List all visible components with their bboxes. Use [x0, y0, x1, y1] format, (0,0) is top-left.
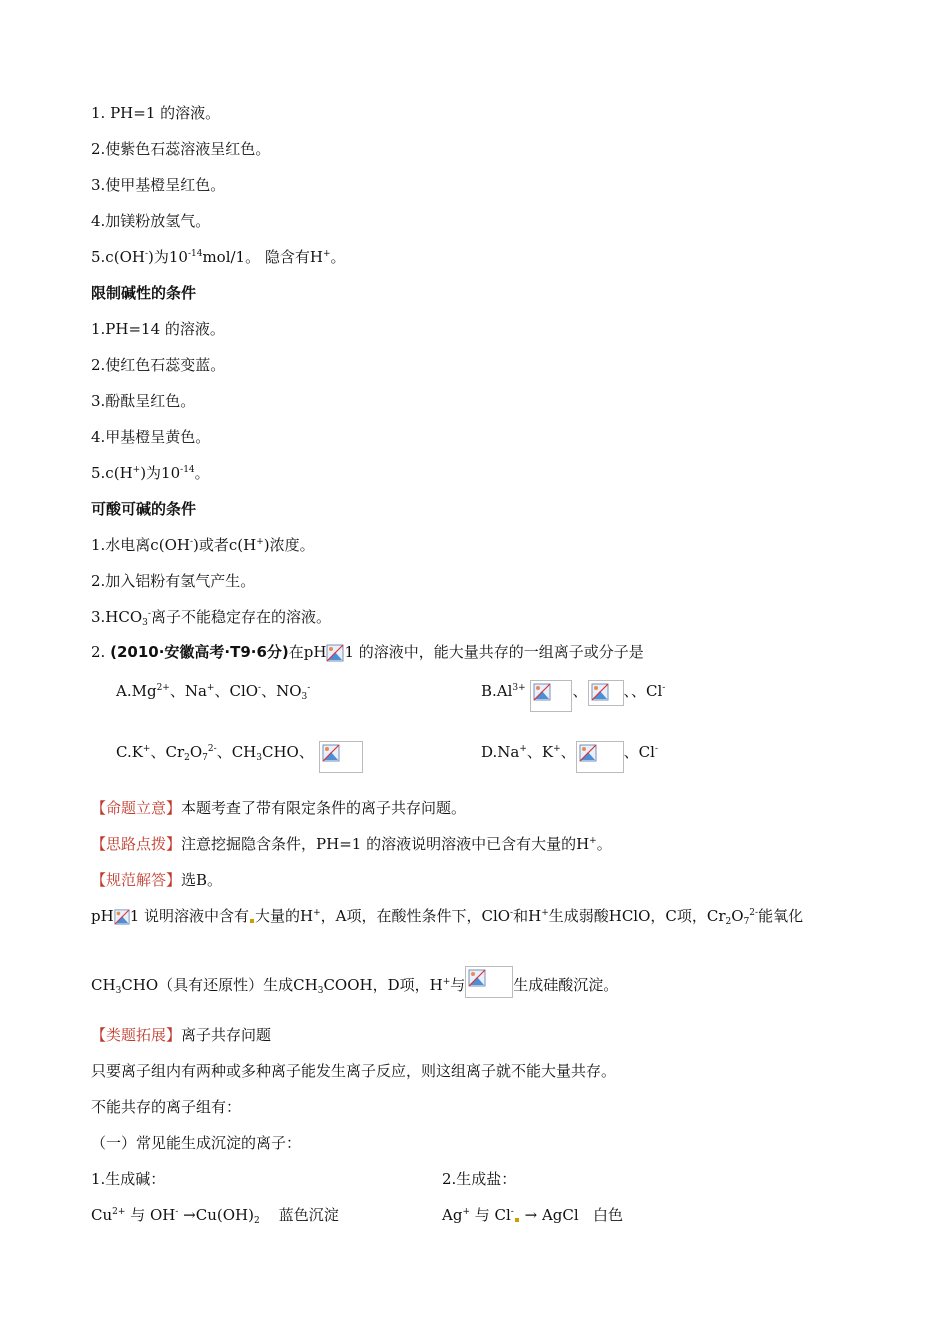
broken-image-icon	[319, 741, 363, 773]
broken-image-icon	[326, 644, 344, 662]
reaction-row-2: Ag+ 与 Cl- → AgCl 白色	[442, 1206, 623, 1224]
basic-condition-4: 4.甲基橙呈黄色。	[91, 428, 211, 446]
reaction-row-1: $Cu^{2+}$ 与 $OH^- \to Cu(OH)_2$ 蓝色沉淀	[91, 1206, 339, 1226]
broken-image-icon	[576, 741, 624, 773]
question-stem: 2. (2010·安徽高考·T9·6分)在pH 1 的溶液中，能大量共存的一组离子或分子是	[91, 643, 644, 661]
acid-condition-4: 4.加镁粉放氢气。	[91, 212, 211, 230]
broken-image-icon	[588, 680, 624, 706]
basic-heading: 限制碱性的条件	[91, 284, 197, 302]
either-heading: 可酸可碱的条件	[91, 500, 197, 518]
acid-condition-2: 2.使紫色石蕊溶液呈红色。	[91, 140, 271, 158]
either-condition-3: $3.HCO_3^-$离子不能稳定存在的溶液。	[91, 608, 331, 628]
analysis-hint: 【思路点拨】注意挖掘隐含条件，PH=1 的溶液说明溶液中已含有大量的H+。	[91, 835, 612, 853]
either-condition-2: 2.加入铝粉有氢气产生。	[91, 572, 256, 590]
basic-condition-3: 3.酚酞呈红色。	[91, 392, 196, 410]
broken-image-icon	[465, 966, 513, 998]
acid-condition-5: 5.c(OH-)为$10^{-14}mol/1$。 隐含有H+。	[91, 248, 346, 266]
basic-condition-5: 5.c(H+)为$10^{-14}$。	[91, 464, 210, 482]
broken-image-icon	[530, 680, 572, 712]
basic-condition-2: 2.使红色石蕊变蓝。	[91, 356, 226, 374]
dot-marker	[515, 1218, 519, 1222]
acid-condition-3: 3.使甲基橙呈红色。	[91, 176, 226, 194]
column-head-salt: 2.生成盐：	[442, 1170, 517, 1188]
acid-condition-1: 1. PH=1 的溶液。	[91, 104, 221, 122]
extension-paragraph-3: （一）常见能生成沉淀的离子：	[91, 1134, 302, 1152]
analysis-explain-1: pH 1 说明溶液中含有 大量的H+，A项，在酸性条件下，ClO-和H+生成弱酸HClO，C项，$Cr_2O_7^{2-}$能氧化	[91, 907, 804, 927]
option-b: $B.Al^{3+}$ 、 、、Cl-	[481, 680, 665, 712]
basic-condition-1: 1.PH=14 的溶液。	[91, 320, 225, 338]
extension-heading: 【类题拓展】离子共存问题	[91, 1026, 272, 1044]
analysis-answer: 【规范解答】选B。	[91, 871, 223, 889]
analysis-intent: 【命题立意】本题考查了带有限定条件的离子共存问题。	[91, 799, 467, 817]
either-condition-1: 1.水电离c(OH-)或者c(H+)浓度。	[91, 536, 315, 554]
broken-image-icon	[114, 909, 130, 925]
option-a: $A.Mg^{2+}$、Na+、ClO-、$NO_3^-$	[116, 682, 311, 702]
option-d: D.Na+、K+、 、Cl-	[481, 741, 658, 773]
column-head-base: 1.生成碱：	[91, 1170, 166, 1188]
option-c: C.K+、$Cr_2O_7^{2-}$、$CH_3CHO$、	[116, 741, 363, 773]
extension-paragraph-2: 不能共存的离子组有：	[91, 1098, 242, 1116]
extension-paragraph-1: 只要离子组内有两种或多种离子能发生离子反应，则这组离子就不能大量共存。	[91, 1062, 617, 1080]
dot-marker	[250, 919, 254, 923]
analysis-explain-2: $CH_3CHO$（具有还原性）生成$CH_3COOH$，D项，H+与 生成硅酸沉淀。	[91, 966, 618, 998]
